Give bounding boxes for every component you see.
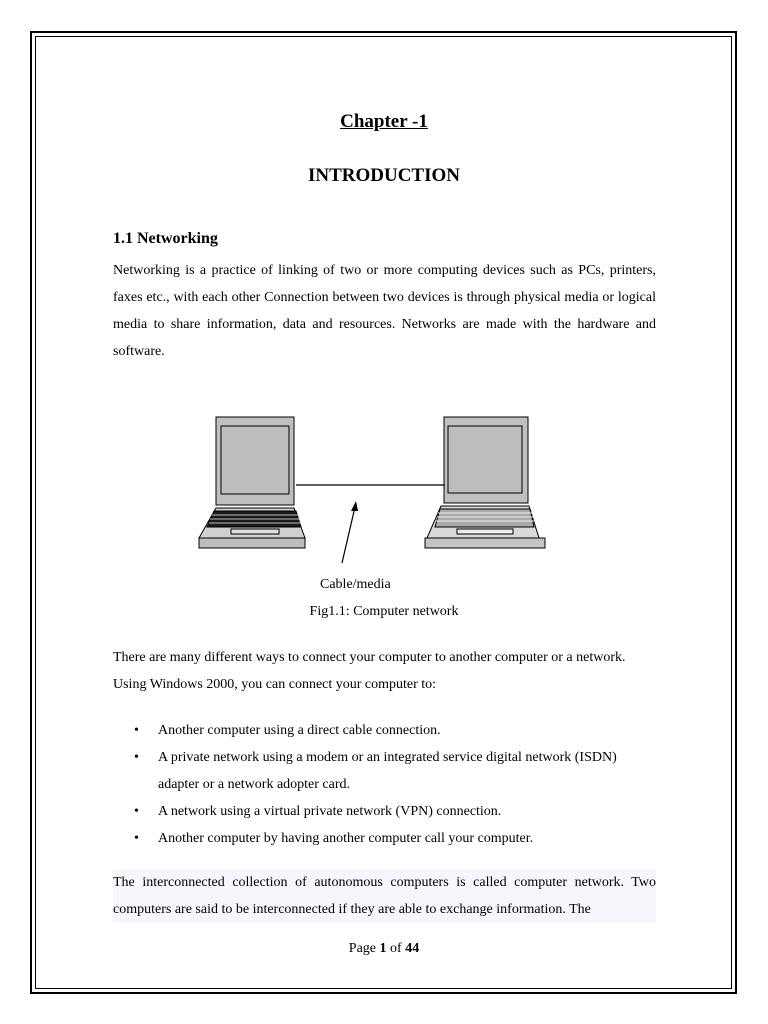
- list-item: [113, 717, 653, 744]
- bullet-icon: •: [134, 723, 139, 738]
- cable-pointer-arrow: [342, 507, 355, 563]
- paragraph-interconnected: The interconnected collection of autonomous computers is called computer network. Two computers are said to be interconnected if they are able to exchange information. The: [113, 869, 656, 923]
- network-figure: [195, 412, 555, 572]
- list-item: [113, 825, 653, 852]
- laptop-icon: [425, 417, 545, 548]
- paragraph-connect: There are many different ways to connect your computer to another computer or a network. Using Windows 2000, you can connect your computer to:: [113, 650, 626, 692]
- paragraph-networking: Networking is a practice of linking of two or more computing devices such as PCs, printers, faxes etc., with each other Connection between two devices is through physical media or logical media to share information, data and resources. Networks are made with the hardware and software.: [113, 263, 656, 359]
- page-heading: INTRODUCTION: [307, 165, 461, 186]
- arrow-head-icon: [351, 501, 358, 511]
- figure-caption: Fig1.1: Computer network: [309, 604, 459, 619]
- laptop-icon: [199, 417, 305, 548]
- footer-total-pages: 44: [405, 941, 420, 956]
- bullet-icon: •: [134, 750, 139, 765]
- list-item-text: Another computer using a direct cable connection.: [158, 723, 441, 738]
- page-footer: [0, 941, 768, 957]
- section-title: 1.1 Networking: [113, 230, 218, 247]
- footer-of: of: [390, 941, 402, 956]
- chapter-title: Chapter -1: [340, 111, 428, 132]
- cable-label: Cable/media: [320, 577, 391, 592]
- list-item-text: Another computer by having another computer call your computer.: [158, 831, 534, 846]
- footer-page-number: 1: [379, 941, 387, 956]
- list-item: [113, 744, 653, 798]
- footer-prefix: Page: [348, 941, 377, 956]
- list-item: [113, 798, 653, 825]
- list-item-text: A private network using a modem or an integrated service digital network (ISDN) adapter or a network adopter card.: [158, 750, 617, 792]
- list-item-text: A network using a virtual private network (VPN) connection.: [158, 804, 502, 819]
- bullet-icon: •: [134, 831, 139, 846]
- connection-list: [113, 717, 653, 852]
- bullet-icon: •: [134, 804, 139, 819]
